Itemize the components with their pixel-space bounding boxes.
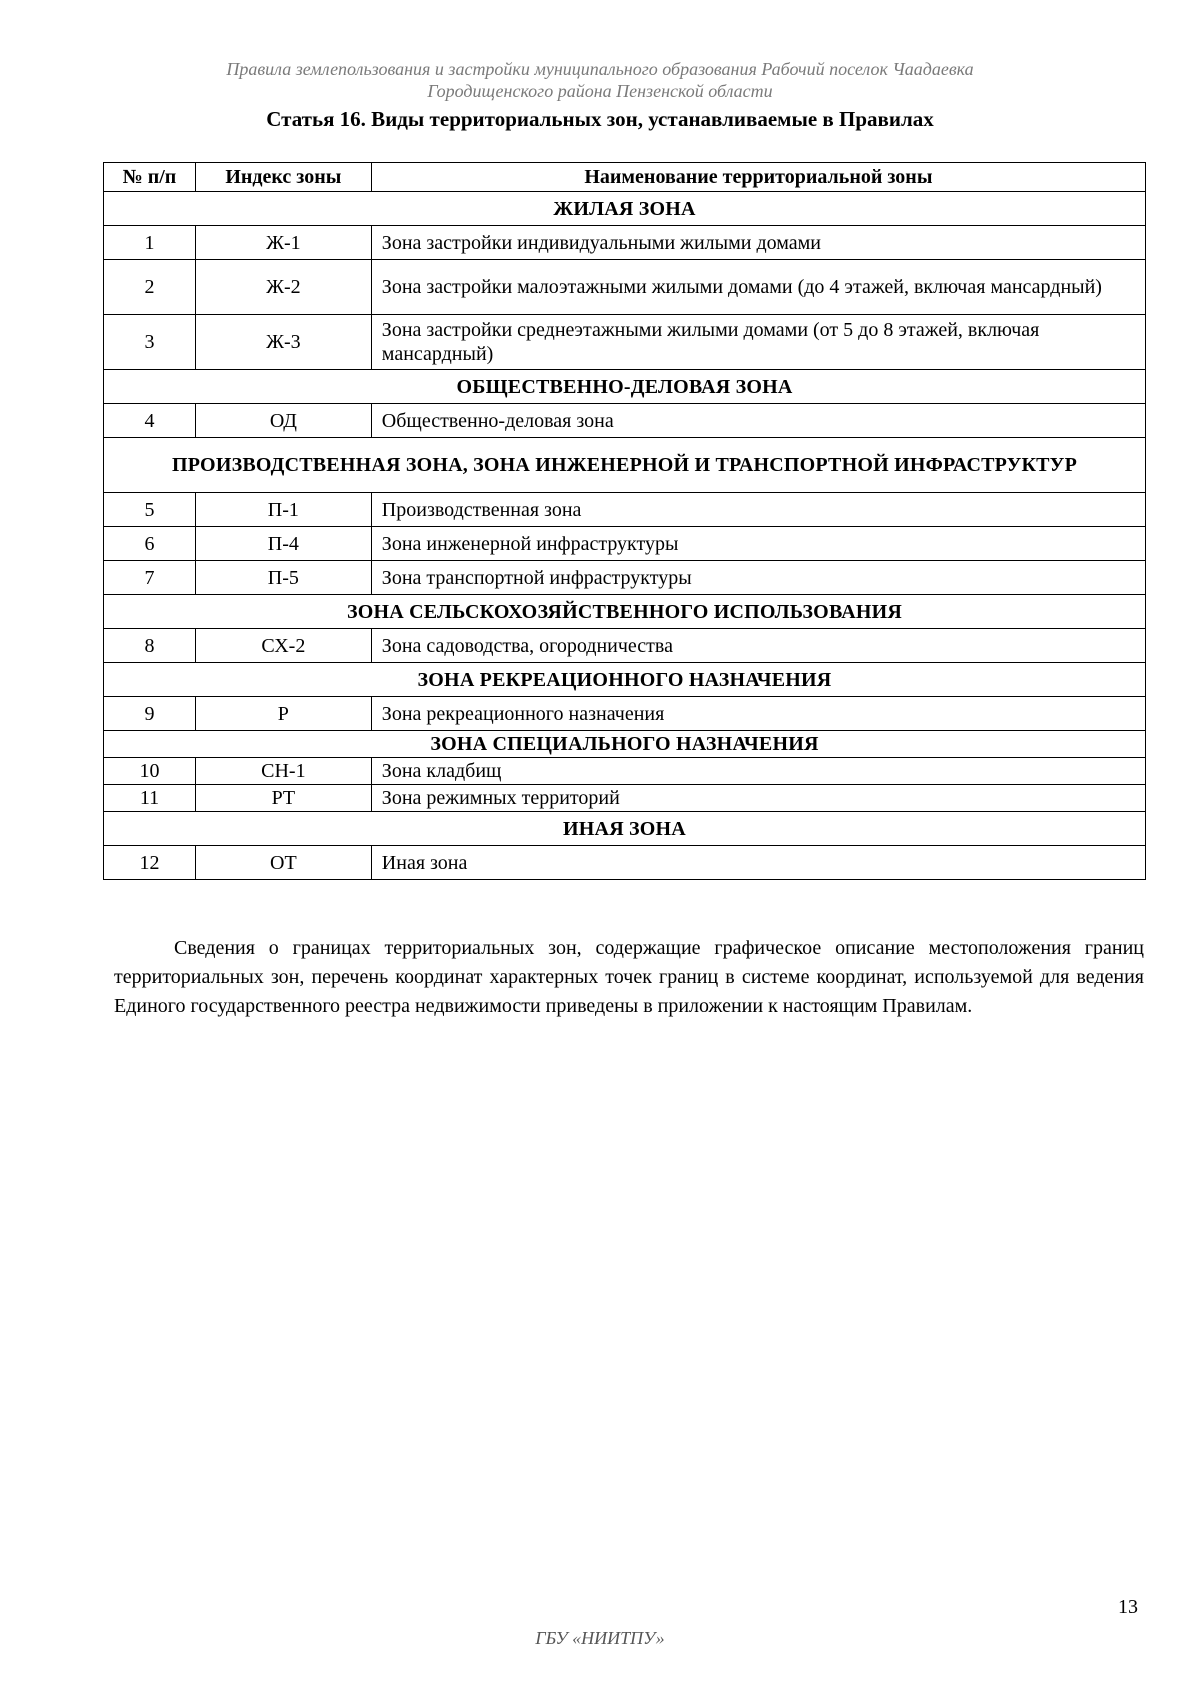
group-row-agricultural bbox=[104, 595, 1146, 629]
table-row bbox=[104, 561, 1146, 595]
zone-index: ОТ bbox=[195, 846, 371, 880]
row-number: 10 bbox=[104, 758, 196, 785]
group-row-industrial bbox=[104, 438, 1146, 493]
footer-organization: ГБУ «НИИТПУ» bbox=[535, 1628, 665, 1648]
zone-name: Зона режимных территорий bbox=[371, 785, 1145, 812]
group-row-special-purpose bbox=[104, 731, 1146, 758]
page-number: 13 bbox=[1118, 1596, 1138, 1618]
zone-name: Зона садоводства, огородничества bbox=[371, 629, 1145, 663]
row-number: 4 bbox=[104, 404, 196, 438]
row-number: 5 bbox=[104, 493, 196, 527]
row-number: 6 bbox=[104, 527, 196, 561]
group-row-recreational bbox=[104, 663, 1146, 697]
article-title: Статья 16. Виды территориальных зон, устанавливаемые в Правилах bbox=[266, 107, 934, 131]
row-number: 12 bbox=[104, 846, 196, 880]
zone-index: ОД bbox=[195, 404, 371, 438]
group-title: ОБЩЕСТВЕННО-ДЕЛОВАЯ ЗОНА bbox=[104, 370, 1146, 404]
group-row-public-business bbox=[104, 370, 1146, 404]
zone-index: РТ bbox=[195, 785, 371, 812]
running-header bbox=[0, 58, 1200, 102]
zone-name: Зона рекреационного назначения bbox=[371, 697, 1145, 731]
running-header-line-1: Правила землепользования и застройки муниципального образования Рабочий поселок Чаадаевка bbox=[226, 59, 974, 79]
running-header-line-2: Городищенского района Пензенской области bbox=[427, 81, 773, 101]
group-title: ЗОНА СЕЛЬСКОХОЗЯЙСТВЕННОГО ИСПОЛЬЗОВАНИЯ bbox=[104, 595, 1146, 629]
zone-name: Зона застройки среднеэтажными жилыми домами (от 5 до 8 этажей, включая мансардный) bbox=[371, 315, 1145, 370]
zone-name: Зона кладбищ bbox=[371, 758, 1145, 785]
zone-index: Ж-2 bbox=[195, 260, 371, 315]
zone-index: П-5 bbox=[195, 561, 371, 595]
table-row bbox=[104, 697, 1146, 731]
column-header-index: Индекс зоны bbox=[195, 163, 371, 192]
column-header-name: Наименование территориальной зоны bbox=[371, 163, 1145, 192]
zone-name: Зона застройки малоэтажными жилыми домами (до 4 этажей, включая мансардный) bbox=[371, 260, 1145, 315]
group-title: ЗОНА СПЕЦИАЛЬНОГО НАЗНАЧЕНИЯ bbox=[104, 731, 1146, 758]
row-number: 1 bbox=[104, 226, 196, 260]
zone-name: Общественно-деловая зона bbox=[371, 404, 1145, 438]
row-number: 11 bbox=[104, 785, 196, 812]
table-row bbox=[104, 404, 1146, 438]
table-row bbox=[104, 785, 1146, 812]
group-row-residential bbox=[104, 192, 1146, 226]
row-number: 9 bbox=[104, 697, 196, 731]
zone-name: Производственная зона bbox=[371, 493, 1145, 527]
row-number: 8 bbox=[104, 629, 196, 663]
zone-index: СХ-2 bbox=[195, 629, 371, 663]
group-title: ЗОНА РЕКРЕАЦИОННОГО НАЗНАЧЕНИЯ bbox=[104, 663, 1146, 697]
zone-index: СН-1 bbox=[195, 758, 371, 785]
zones-table bbox=[103, 162, 1146, 880]
table-row bbox=[104, 260, 1146, 315]
body-paragraph: Сведения о границах территориальных зон, содержащие графическое описание местоположения границ территориальных зон, перечень координат характерных точек границ в системе координат, используемой для ведения Единого государственного реестра недвижимости приведены в приложении к настоящим Правилам. bbox=[114, 937, 1144, 1017]
group-title: ПРОИЗВОДСТВЕННАЯ ЗОНА, ЗОНА ИНЖЕНЕРНОЙ И ТРАНСПОРТНОЙ ИНФРАСТРУКТУР bbox=[104, 438, 1146, 493]
zone-name: Зона застройки индивидуальными жилыми домами bbox=[371, 226, 1145, 260]
row-number: 2 bbox=[104, 260, 196, 315]
zone-index: П-1 bbox=[195, 493, 371, 527]
table-header-row bbox=[104, 163, 1146, 192]
table-row bbox=[104, 758, 1146, 785]
zone-name: Зона транспортной инфраструктуры bbox=[371, 561, 1145, 595]
row-number: 3 bbox=[104, 315, 196, 370]
table-row bbox=[104, 315, 1146, 370]
zone-index: П-4 bbox=[195, 527, 371, 561]
zone-name: Иная зона bbox=[371, 846, 1145, 880]
table-row bbox=[104, 226, 1146, 260]
group-title: ЖИЛАЯ ЗОНА bbox=[104, 192, 1146, 226]
zone-index: Р bbox=[195, 697, 371, 731]
column-header-number: № п/п bbox=[104, 163, 196, 192]
row-number: 7 bbox=[104, 561, 196, 595]
table-row bbox=[104, 846, 1146, 880]
zone-index: Ж-1 bbox=[195, 226, 371, 260]
group-row-other bbox=[104, 812, 1146, 846]
group-title: ИНАЯ ЗОНА bbox=[104, 812, 1146, 846]
zone-name: Зона инженерной инфраструктуры bbox=[371, 527, 1145, 561]
table-row bbox=[104, 527, 1146, 561]
table-row bbox=[104, 629, 1146, 663]
table-row bbox=[104, 493, 1146, 527]
zone-index: Ж-3 bbox=[195, 315, 371, 370]
